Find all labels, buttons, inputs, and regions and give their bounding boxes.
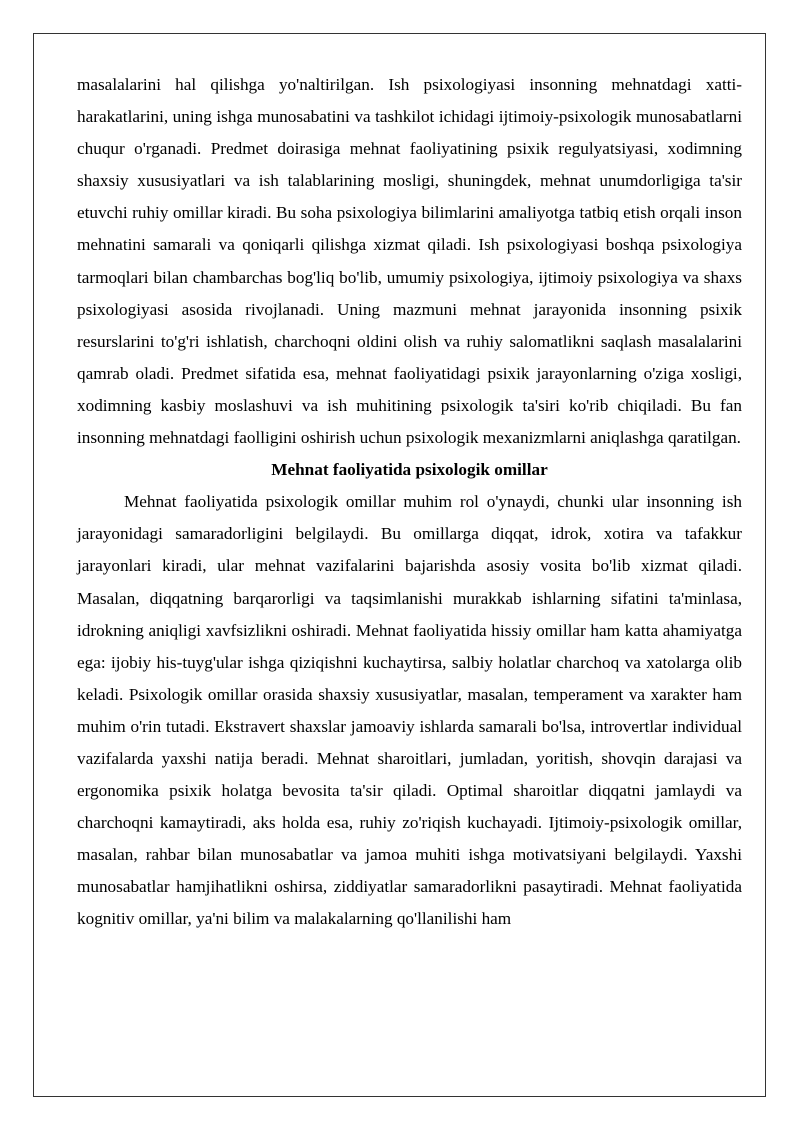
paragraph-intro-continued: masalalarini hal qilishga yo'naltirilgan. Ish psixologiyasi insonning mehnatdagi xatti-harakatlarini, uning ishga munosabatini va tashkilot ichidagi ijtimoiy-psixologik munosabatlarni chuqur o'rganadi. Predmet doirasiga mehnat faoliyatining psixik regulyatsiyasi, xodimning shaxsiy xususiyatlari va ish talablarining mosligi, shuningdek, mehnat unumdorligiga ta'sir etuvchi ruhiy omillar kiradi. Bu soha psixologiya bilimlarini amaliyotga tatbiq etish orqali inson mehnatini samarali va qoniqarli qilishga xizmat qiladi. Ish psixologiyasi boshqa psixologiya tarmoqlari bilan chambarchas bog'liq bo'lib, umumiy psixologiya, ijtimoiy psixologiya va shaxs psixologiyasi asosida rivojlanadi. Uning mazmuni mehnat jarayonida insonning psixik resurslarini to'g'ri ishlatish, charchoqni oldini olish va ruhiy salomatlikni saqlash masalalarini qamrab oladi. Predmet sifatida esa, mehnat faoliyatidagi psixik jarayonlarning o'ziga xosligi, xodimning kasbiy moslashuvi va ish muhitining psixologik ta'siri ko'rib chiqiladi. Bu fan insonning mehnatdagi faolligini oshirish uchun psixologik mexanizmlarni aniqlashga qaratilgan. (77, 75, 742, 448)
paragraph-psychological-factors: Mehnat faoliyatida psixologik omillar muhim rol o'ynaydi, chunki ular insonning ish jarayonidagi samaradorligini belgilaydi. Bu omillarga diqqat, idrok, xotira va tafakkur jarayonlari kiradi, ular mehnat vazifalarini bajarishda asosiy vosita bo'lib xizmat qiladi. Masalan, diqqatning barqarorligi va taqsimlanishi murakkab ishlarning sifatini ta'minlasa, idrokning aniqligi xavfsizlikni oshiradi. Mehnat faoliyatida hissiy omillar ham katta ahamiyatga ega: ijobiy his-tuyg'ular ishga qiziqishni kuchaytirsa, salbiy holatlar charchoq va xatolarga olib keladi. Psixologik omillar orasida shaxsiy xususiyatlar, masalan, temperament va xarakter ham muhim o'rin tutadi. Ekstravert shaxslar jamoaviy ishlarda samarali bo'lsa, introvertlar individual vazifalarda yaxshi natija beradi. Mehnat sharoitlari, jumladan, yoritish, shovqin darajasi va ergonomika psixik holatga bevosita ta'sir qiladi. Optimal sharoitlar diqqatni jamlaydi va charchoqni kamaytiradi, aks holda esa, ruhiy zo'riqish kuchayadi. Ijtimoiy-psixologik omillar, masalan, rahbar bilan munosabatlar va jamoa muhiti ishga motivatsiyani belgilaydi. Yaxshi munosabatlar hamjihatlikni oshirsa, ziddiyatlar samaradorlikni pasaytiradi. Mehnat faoliyatida kognitiv omillar, ya'ni bilim va malakalarning qo'llanilishi ham (77, 492, 742, 929)
document-body (77, 69, 742, 936)
section-heading: Mehnat faoliyatida psixologik omillar (271, 460, 548, 480)
